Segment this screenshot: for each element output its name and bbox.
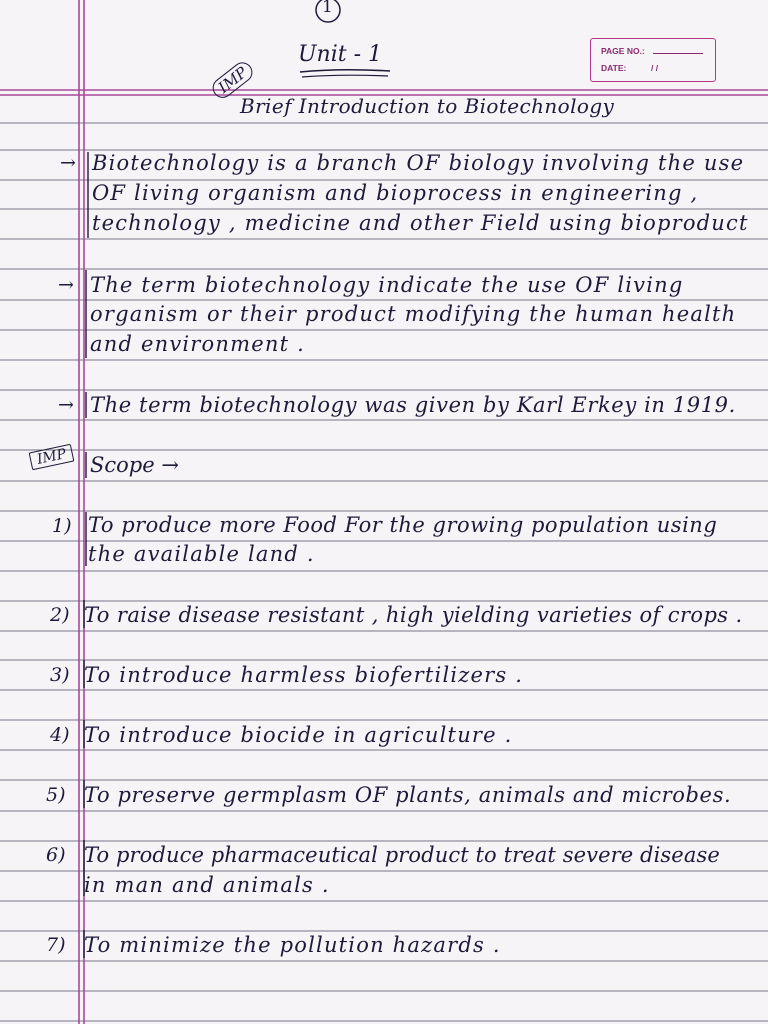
- point-line: Biotechnology is a branch OF biology involving the use: [92, 151, 745, 175]
- stamp-date-label: DATE:: [601, 63, 627, 73]
- stamp-date-value: / /: [651, 63, 659, 73]
- scope-item-number: 6): [46, 844, 66, 866]
- scope-item-number: 4): [50, 724, 70, 746]
- point-line: organism or their product modifying the human health: [90, 302, 737, 326]
- page-title: Brief Introduction to Biotechnology: [240, 94, 615, 118]
- point-line: OF living organism and bioprocess in engineering ,: [92, 181, 699, 205]
- point-marker: →: [58, 274, 74, 296]
- scope-item-number: 3): [50, 664, 70, 686]
- stamp-page-label: PAGE NO.:: [601, 46, 645, 56]
- point-line: The term biotechnology was given by Karl Erkey in 1919.: [90, 393, 736, 417]
- scope-item-line: To minimize the pollution hazards .: [84, 933, 501, 957]
- unit-heading: Unit - 1: [298, 42, 383, 67]
- scope-item-line: To raise disease resistant , high yielding varieties of crops .: [84, 603, 743, 627]
- scope-item-number: 7): [46, 934, 66, 956]
- point-marker: →: [58, 394, 74, 416]
- scope-item-number: 2): [50, 604, 70, 626]
- scope-item-line: To produce pharmaceutical product to treat severe disease: [84, 843, 720, 867]
- point-line: The term biotechnology indicate the use OF living: [90, 273, 684, 297]
- scope-item-line: To introduce biocide in agriculture .: [84, 723, 513, 747]
- scope-imp-tag: IMP: [29, 444, 75, 471]
- scope-item-line: To produce more Food For the growing population using: [88, 513, 718, 537]
- scope-item-number: 5): [46, 784, 66, 806]
- point-line: technology , medicine and other Field using bioproduct: [92, 211, 749, 235]
- stamp-page-blank: [653, 53, 703, 54]
- scope-item-line: To preserve germplasm OF plants, animals and microbes.: [84, 783, 732, 807]
- scope-item-number: 1): [52, 515, 72, 537]
- scope-item-line: in man and animals .: [84, 873, 330, 897]
- scope-item-line: To introduce harmless biofertilizers .: [84, 663, 524, 687]
- page-date-stamp: [590, 38, 716, 82]
- scope-heading: Scope →: [90, 453, 179, 477]
- point-marker: →: [60, 152, 76, 174]
- imp-tag: IMP: [209, 58, 257, 102]
- page-number: 1: [322, 0, 333, 17]
- scope-item-line: the available land .: [88, 542, 315, 566]
- point-line: and environment .: [90, 332, 305, 356]
